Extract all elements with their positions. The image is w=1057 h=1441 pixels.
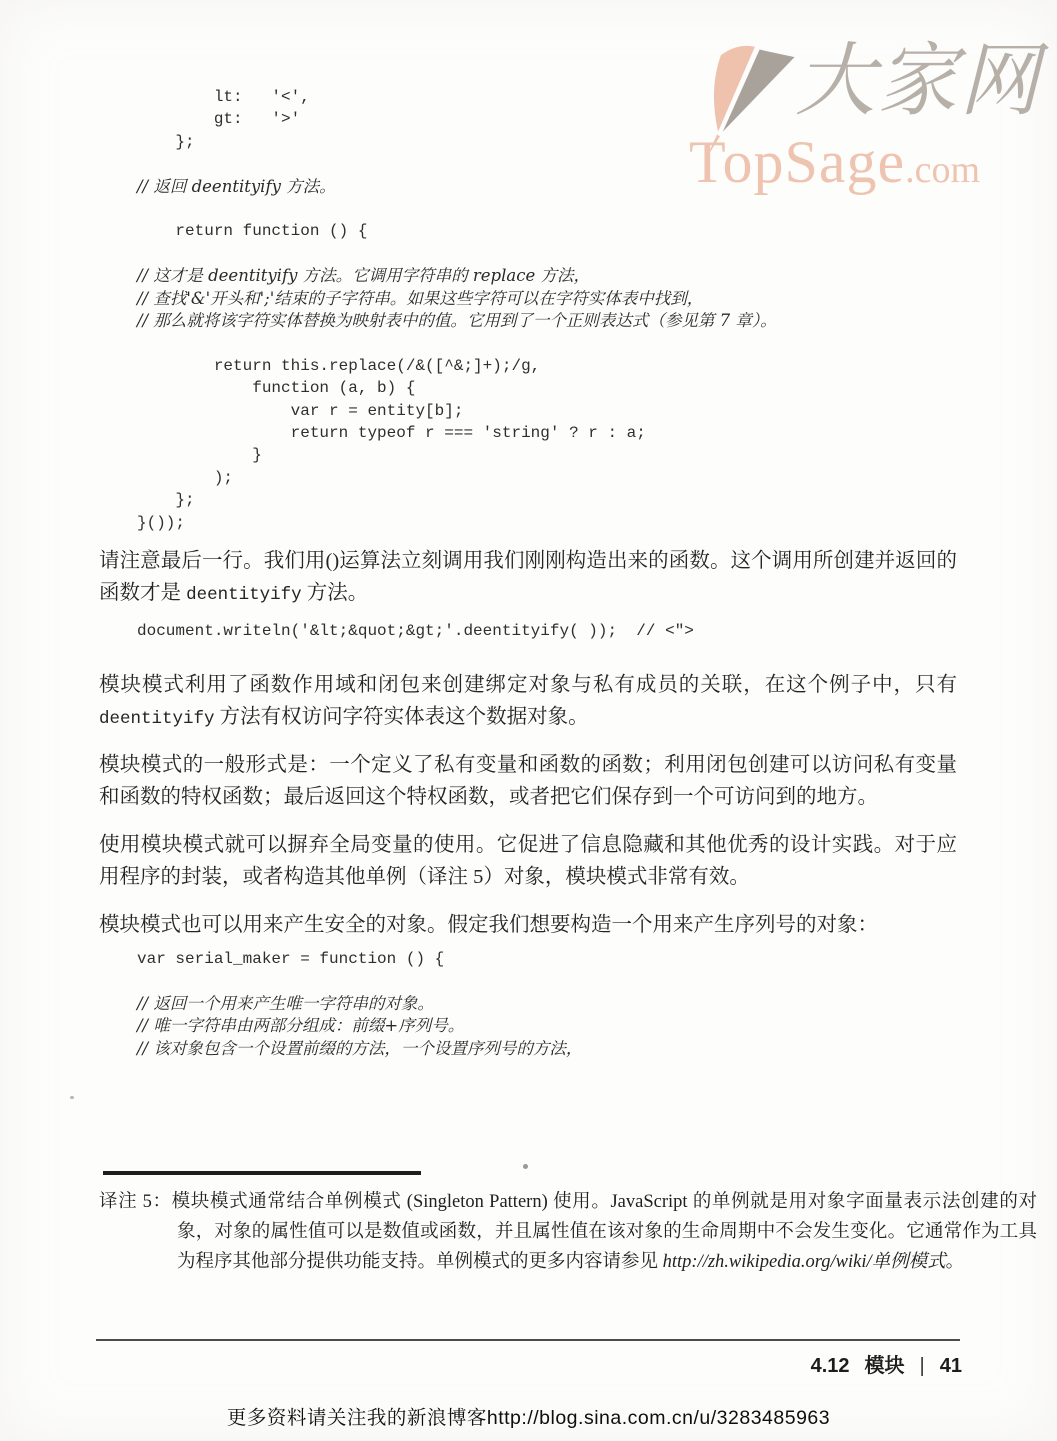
site-url-main: TopSage — [689, 129, 906, 195]
footnote-url: http://zh.wikipedia.org/wiki/单例模式 — [662, 1251, 946, 1272]
site-name-text: 大家网 — [795, 34, 1041, 127]
code-comment-line: // 返回 deentityify 方法。 — [137, 176, 336, 196]
code-comment-line: // 这才是 deentityify 方法。它调用字符串的 replace 方法， — [137, 266, 590, 286]
page-number: 41 — [939, 1355, 962, 1377]
scan-speck — [523, 1164, 528, 1169]
code-comment-line: // 唯一字符串由两部分组成：前缀+序列号。 — [137, 1016, 465, 1036]
code-comment-line: // 该对象包含一个设置前缀的方法，一个设置序列号的方法， — [137, 1038, 583, 1058]
paragraph-text: 方法有权访问字符实体表这个数据对象。 — [214, 705, 589, 728]
paragraph-text: 方法。 — [301, 581, 369, 604]
code-line: var serial_maker = function () { — [137, 950, 445, 968]
code-line: }; — [137, 491, 195, 510]
code-line: ); — [137, 468, 234, 487]
site-url-suffix: .com — [905, 149, 981, 191]
code-line-writeln: document.writeln('&lt;&quot;&gt;'.deentityify( )); // <"> — [137, 622, 694, 640]
code-comment-line: // 返回一个用来产生唯一字符串的对象。 — [137, 993, 434, 1013]
paragraph-module-benefits: 使用模块模式就可以摒弃全局变量的使用。它促进了信息隐藏和其他优秀的设计实践。对于应用程序的封装，或者构造其他单例（译注 5）对象，模块模式非常有效。 — [99, 834, 957, 888]
code-line: lt: '<', — [137, 88, 310, 106]
inline-code: deentityify — [186, 584, 302, 605]
inline-code: deentityify — [99, 708, 215, 729]
paragraph-text: 模块模式利用了函数作用域和闭包来创建绑定对象与私有成员的关联，在这个例子中，只有 — [99, 674, 957, 696]
page-footer — [811, 1349, 962, 1378]
blog-promo-note: 更多资料请关注我的新浪博客http://blog.sina.com.cn/u/3283485963 — [226, 1407, 831, 1429]
scan-speck — [70, 1096, 74, 1099]
code-comment-line: // 查找'&'开头和';'结束的子字符串。如果这些字符可以在字符实体表中找到， — [137, 288, 704, 308]
code-block-deentityify — [137, 86, 777, 534]
code-block-serial-maker — [137, 948, 582, 1060]
paragraph-text: 请注意最后一行。我们用()运算法立刻调用我们刚刚构造出来的函数。这个调用所创建并返回的函数才是 — [99, 550, 957, 604]
code-line: }()); — [137, 513, 186, 532]
footer-rule — [96, 1339, 960, 1341]
code-comment-line: // 那么就将该字符实体替换为映射表中的值。它用到了一个正则表达式（参见第 7 章）。 — [137, 311, 777, 331]
footnote-5 — [99, 1188, 1037, 1277]
paragraph-module-closure — [99, 670, 957, 735]
code-line: } — [137, 446, 262, 465]
code-line: return function () { — [137, 222, 368, 241]
footer-separator: | — [919, 1355, 925, 1377]
section-number: 4.12 — [810, 1355, 850, 1377]
code-line — [137, 243, 777, 265]
section-title: 模块 — [864, 1355, 905, 1377]
code-line: }; — [137, 132, 195, 151]
paragraph-invoke-note — [99, 546, 957, 611]
code-line — [137, 153, 777, 175]
code-line: function (a, b) { — [137, 379, 416, 398]
paragraph-module-general-form: 模块模式的一般形式是：一个定义了私有变量和函数的函数；利用闭包创建可以访问私有变量和函数的特权函数；最后返回这个特权函数，或者把它们保存到一个可访问到的地方。 — [99, 754, 957, 808]
paragraph-secure-object: 模块模式也可以用来产生安全的对象。假定我们想要构造一个用来产生序列号的对象： — [99, 914, 878, 936]
code-line: return typeof r === 'string' ? r : a; — [137, 424, 646, 443]
code-line: return this.replace(/&([^&;]+);/g, — [137, 356, 541, 375]
code-line: var r = entity[b]; — [137, 401, 464, 420]
code-line: gt: '>' — [137, 110, 301, 129]
code-line — [137, 970, 582, 992]
footnote-rule — [103, 1171, 421, 1175]
code-line — [137, 332, 777, 354]
footnote-text: 模块模式通常结合单例模式 (Singleton Pattern) 使用。JavaScript 的单例就是用对象字面量表示法创建的对象，对象的属性值可以是数值或函数，并且属性值在该对象的生命周期中不会发生变化。它通常作为工具为程序其他部分提供功能支持。单例模式的更多内容请参见 — [171, 1192, 1037, 1272]
footnote-text: 。 — [945, 1251, 965, 1272]
footnote-label: 译注 5： — [99, 1192, 172, 1212]
code-line — [137, 198, 777, 220]
